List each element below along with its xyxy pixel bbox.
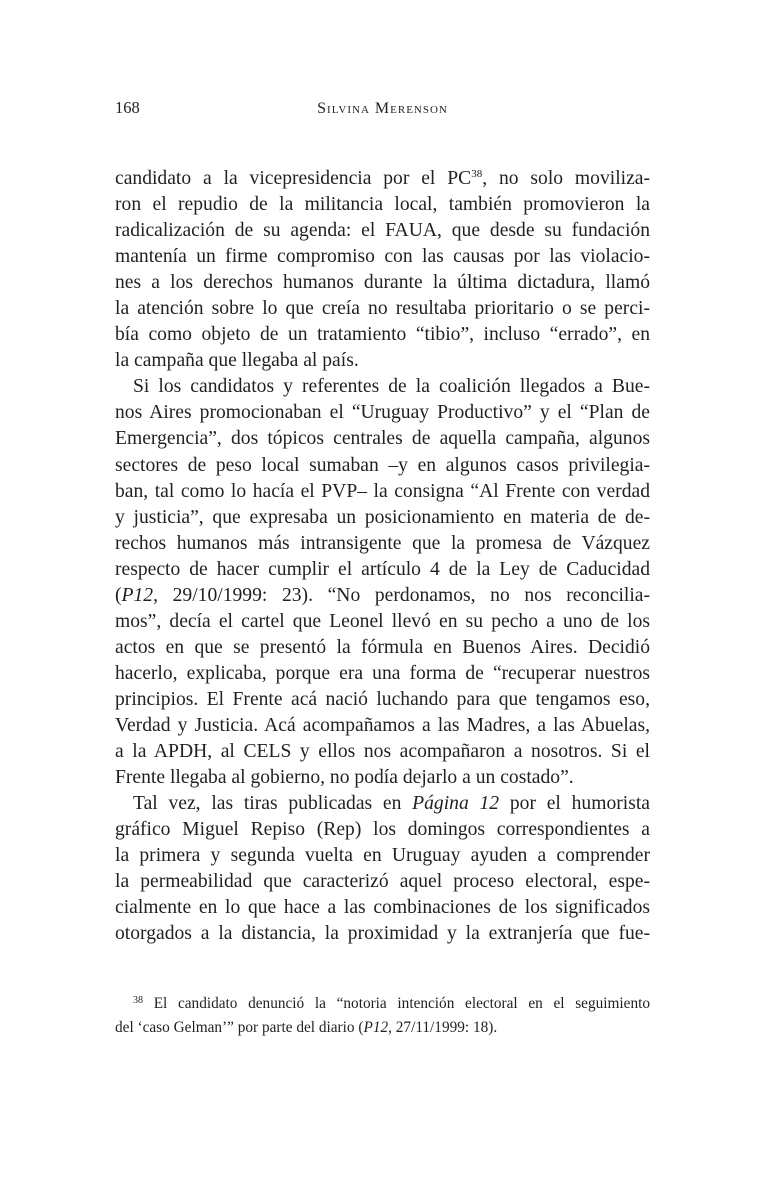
source-citation: Página 12 xyxy=(412,793,500,815)
page-number: 168 xyxy=(115,98,140,117)
body-text xyxy=(115,166,650,947)
text-span: por el humorista xyxy=(499,793,650,815)
text-line: mos”, decía el cartel que Leonel llevó en su pecho a uno de los xyxy=(115,610,650,632)
text-line: Verdad y Justicia. Acá acompañamos a las Madres, a las Abuelas, xyxy=(115,714,650,736)
text-line: hacerlo, explicaba, porque era una forma de “recuperar nuestros xyxy=(115,662,650,684)
text-line: sectores de peso local sumaban –y en algunos casos privilegia- xyxy=(115,454,650,476)
text-line: respecto de hacer cumplir el artículo 4 de la Ley de Caducidad xyxy=(115,558,650,580)
text-line: la campaña que llegaba al país. xyxy=(115,350,359,372)
text-line: principios. El Frente acá nació luchando para que tengamos eso, xyxy=(115,688,650,710)
text-line: la atención sobre lo que creía no resultaba prioritario o se perci- xyxy=(115,298,650,320)
text-line: la permeabilidad que caracterizó aquel proceso electoral, espe- xyxy=(115,871,650,893)
text-line xyxy=(115,166,650,192)
text-span: , no solo moviliza- xyxy=(482,168,651,189)
text-span: El candidato denunció la “notoria intención electoral en el seguimiento xyxy=(143,995,650,1012)
text-line: rechos humanos más intransigente que la promesa de Vázquez xyxy=(115,532,650,554)
text-line: Emergencia”, dos tópicos centrales de aquella campaña, algunos xyxy=(115,428,650,450)
text-line: radicalización de su agenda: el FAUA, que desde su fundación xyxy=(115,220,650,242)
text-line: a la APDH, al CELS y ellos nos acompañaron a nosotros. Si el xyxy=(115,741,650,763)
footnote-number: 38 xyxy=(133,995,143,1006)
text-line: Si los candidatos y referentes de la coalición llegados a Bue- xyxy=(133,376,650,398)
text-line: gráfico Miguel Repiso (Rep) los domingos correspondientes a xyxy=(115,819,650,841)
text-line: nes a los derechos humanos durante la última dictadura, llamó xyxy=(115,272,650,294)
source-citation: P12 xyxy=(363,1019,389,1036)
text-line: ron el repudio de la militancia local, también promovieron la xyxy=(115,194,650,216)
text-line: cialmente en lo que hace a las combinaciones de los significados xyxy=(115,897,650,919)
text-span: ( xyxy=(115,584,122,606)
text-line xyxy=(115,583,650,609)
text-line: y justicia”, que expresaba un posicionamiento en materia de de- xyxy=(115,506,650,528)
text-line xyxy=(115,791,650,817)
text-span: , 27/11/1999: 18). xyxy=(388,1019,498,1036)
text-line: otorgados a la distancia, la proximidad y la extranjería que fue- xyxy=(115,923,650,945)
source-citation: P12 xyxy=(121,584,154,606)
running-head: Silvina Merenson xyxy=(317,100,448,117)
text-line: bía como objeto de un tratamiento “tibio”, incluso “errado”, en xyxy=(115,324,650,346)
text-span: , 29/10/1999: 23). “No perdonamos, no nos reconcilia- xyxy=(153,584,650,606)
footnote-line xyxy=(115,992,650,1016)
text-span: Tal vez, las tiras publicadas en xyxy=(133,793,413,815)
footnote-line xyxy=(115,1016,650,1040)
footnote-reference[interactable]: 38 xyxy=(471,168,483,180)
footnote xyxy=(115,992,650,1040)
text-span: candidato a la vicepresidencia por el PC xyxy=(115,168,472,189)
text-line: Frente llegaba al gobierno, no podía dejarlo a un costado”. xyxy=(115,767,574,789)
text-line: mantenía un firme compromiso con las causas por las violacio- xyxy=(115,246,650,268)
text-line: la primera y segunda vuelta en Uruguay ayuden a comprender xyxy=(115,845,650,867)
page-header xyxy=(115,98,650,122)
text-span: del ‘caso Gelman’” por parte del diario ( xyxy=(115,1019,364,1036)
text-line: actos en que se presentó la fórmula en Buenos Aires. Decidió xyxy=(115,636,650,658)
text-line: nos Aires promocionaban el “Uruguay Productivo” y el “Plan de xyxy=(115,402,650,424)
text-line: ban, tal como lo hacía el PVP– la consigna “Al Frente con verdad xyxy=(115,480,650,502)
